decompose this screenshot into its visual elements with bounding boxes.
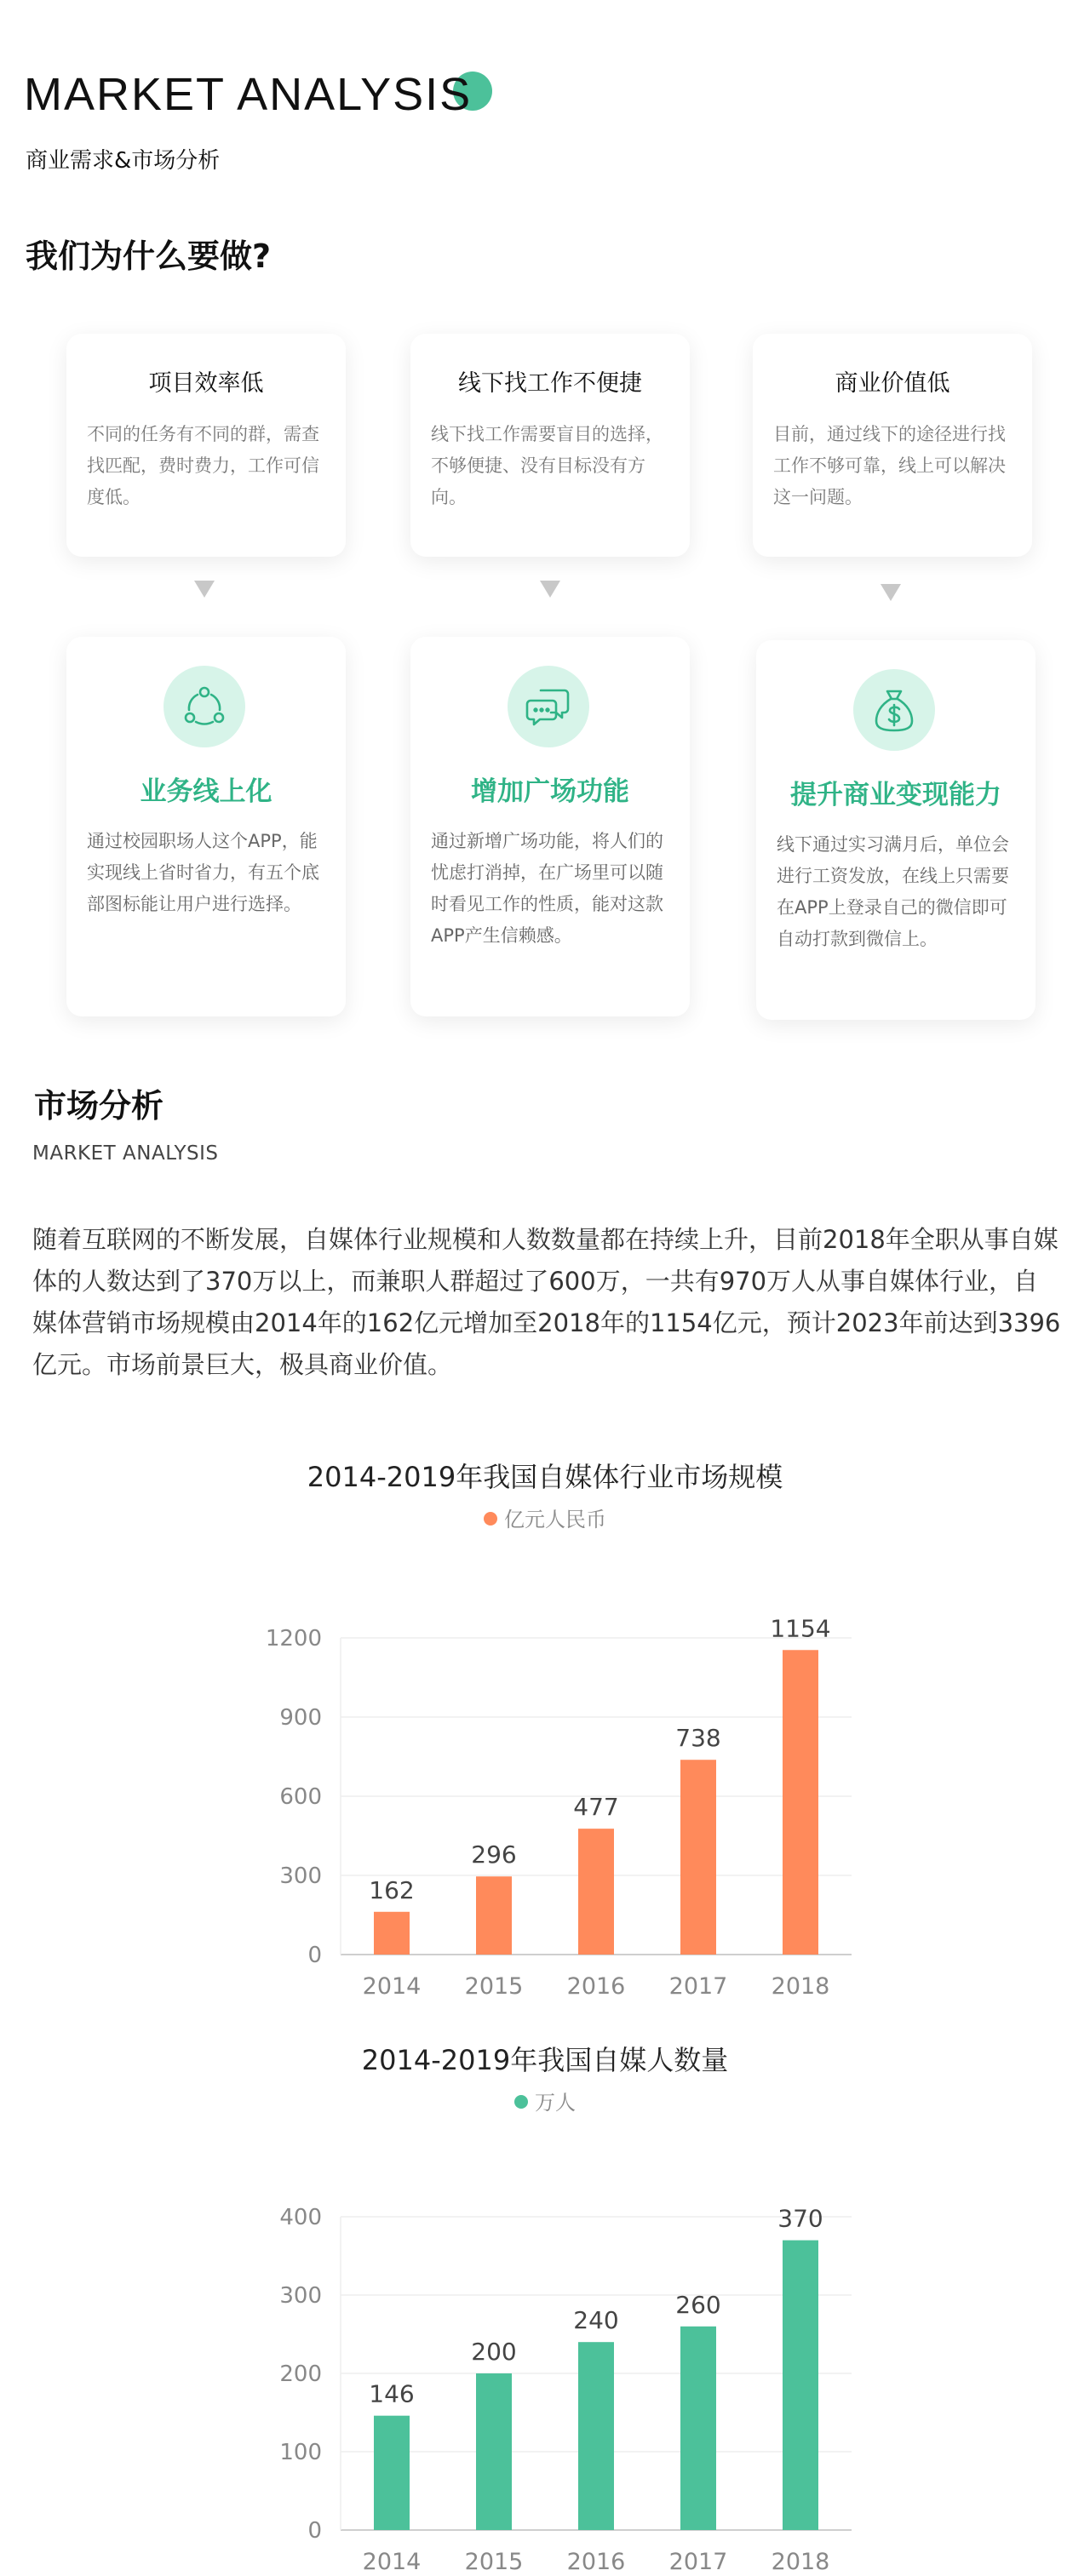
why-section-title: 我们为什么要做? <box>26 238 272 275</box>
data-label: 296 <box>471 1840 517 1869</box>
data-label: 1154 <box>770 1614 831 1643</box>
page-title: MARKET ANALYSIS <box>24 69 473 120</box>
money-bag-icon <box>853 669 935 751</box>
problem-card-desc: 目前，通过线下的途径进行找工作不够可靠，线上可以解决这一问题。 <box>773 424 1006 507</box>
y-tick-label: 0 <box>307 1943 322 1968</box>
data-label: 738 <box>675 1724 721 1753</box>
problem-card <box>410 334 690 557</box>
x-tick-label: 2014 <box>362 1973 422 2000</box>
bar <box>476 1876 512 1955</box>
y-tick-label: 300 <box>279 1863 322 1889</box>
chart-title: 2014-2019年我国自媒人数量 <box>361 2044 729 2076</box>
y-tick-label: 300 <box>279 2283 322 2309</box>
solution-card <box>66 637 346 1016</box>
x-tick-label: 2016 <box>566 1973 626 2000</box>
market-section-subtitle: MARKET ANALYSIS <box>32 1142 219 1165</box>
x-tick-label: 2014 <box>362 2549 422 2575</box>
bar <box>680 2327 716 2530</box>
data-label: 477 <box>573 1793 619 1822</box>
y-tick-label: 400 <box>279 2205 322 2230</box>
problem-card-title: 线下找工作不便捷 <box>458 370 642 397</box>
media-people-bar-chart <box>0 2178 1090 2576</box>
data-label: 200 <box>471 2338 517 2366</box>
x-tick-label: 2015 <box>464 1973 524 2000</box>
x-tick-label: 2016 <box>566 2549 626 2575</box>
problem-card-title: 商业价值低 <box>835 370 950 397</box>
data-label: 260 <box>675 2290 721 2319</box>
data-label: 240 <box>573 2306 619 2335</box>
arrow-down-icon <box>881 584 901 601</box>
solution-card-desc: 通过新增广场功能，将人们的忧虑打消掉，在广场里可以随时看见工作的性质，能对这款APP产生信赖感。 <box>431 831 663 946</box>
page-subtitle: 商业需求&市场分析 <box>26 148 221 174</box>
solution-card-title: 增加广场功能 <box>471 776 629 807</box>
market-description: 随着互联网的不断发展，自媒体行业规模和人数数量都在持续上升，目前2018年全职从事自媒体的人数达到了370万以上，而兼职人群超过了600万，一共有970万人从事自媒体行业，自媒体营销市场规模由2014年的162亿元增加至2018年的1154亿元，预计2023年前达到3396亿元。市场前景巨大，极具商业价值。 <box>32 1225 1061 1379</box>
chart-title: 2014-2019年我国自媒体行业市场规模 <box>307 1461 783 1493</box>
bar <box>783 2241 818 2530</box>
share-nodes-icon <box>164 666 245 747</box>
y-tick-label: 100 <box>279 2440 322 2465</box>
problem-card-desc: 不同的任务有不同的群，需查找匹配，费时费力，工作可信度低。 <box>87 424 319 507</box>
problem-card-title: 项目效率低 <box>148 370 264 397</box>
arrow-down-icon <box>194 581 215 598</box>
y-tick-label: 200 <box>279 2361 322 2387</box>
market-section-title: 市场分析 <box>34 1087 164 1125</box>
chat-bubbles-icon <box>508 666 589 747</box>
bar <box>476 2373 512 2530</box>
x-tick-label: 2017 <box>668 2549 728 2575</box>
solution-card <box>756 640 1036 1020</box>
solution-card-desc: 线下通过实习满月后，单位会进行工资发放，在线上只需要在APP上登录自己的微信即可自动打款到微信上。 <box>777 834 1009 949</box>
solution-card-desc: 通过校园职场人这个APP，能实现线上省时省力，有五个底部图标能让用户进行选择。 <box>87 831 319 914</box>
x-tick-label: 2017 <box>668 1973 728 2000</box>
y-tick-label: 0 <box>307 2518 322 2544</box>
chart-legend <box>0 2086 1090 2115</box>
data-label: 146 <box>369 2379 415 2408</box>
data-label: 370 <box>777 2204 823 2233</box>
legend-swatch <box>514 2095 528 2109</box>
legend-swatch <box>484 1512 497 1526</box>
bar <box>783 1650 818 1955</box>
solution-card-title: 提升商业变现能力 <box>790 780 1001 810</box>
y-tick-label: 900 <box>279 1705 322 1731</box>
problem-card <box>753 334 1032 557</box>
legend-label: 万人 <box>535 2091 576 2115</box>
bar <box>374 1912 410 1955</box>
y-tick-label: 600 <box>279 1784 322 1810</box>
problem-card-desc: 线下找工作需要盲目的选择，不够便捷、没有目标没有方向。 <box>431 424 663 507</box>
problem-card <box>66 334 346 557</box>
x-tick-label: 2018 <box>771 1973 830 2000</box>
bar <box>374 2416 410 2530</box>
market-size-bar-chart <box>0 1600 1090 2009</box>
x-tick-label: 2018 <box>771 2549 830 2575</box>
chart-legend <box>0 1503 1090 1532</box>
bar <box>578 1829 614 1955</box>
x-tick-label: 2015 <box>464 2549 524 2575</box>
y-tick-label: 1200 <box>265 1626 322 1652</box>
arrow-down-icon <box>540 581 560 598</box>
bar <box>680 1760 716 1955</box>
bar <box>578 2342 614 2530</box>
solution-card <box>410 637 690 1016</box>
solution-card-title: 业务线上化 <box>140 776 272 807</box>
legend-label: 亿元人民币 <box>504 1508 606 1531</box>
data-label: 162 <box>369 1875 415 1904</box>
